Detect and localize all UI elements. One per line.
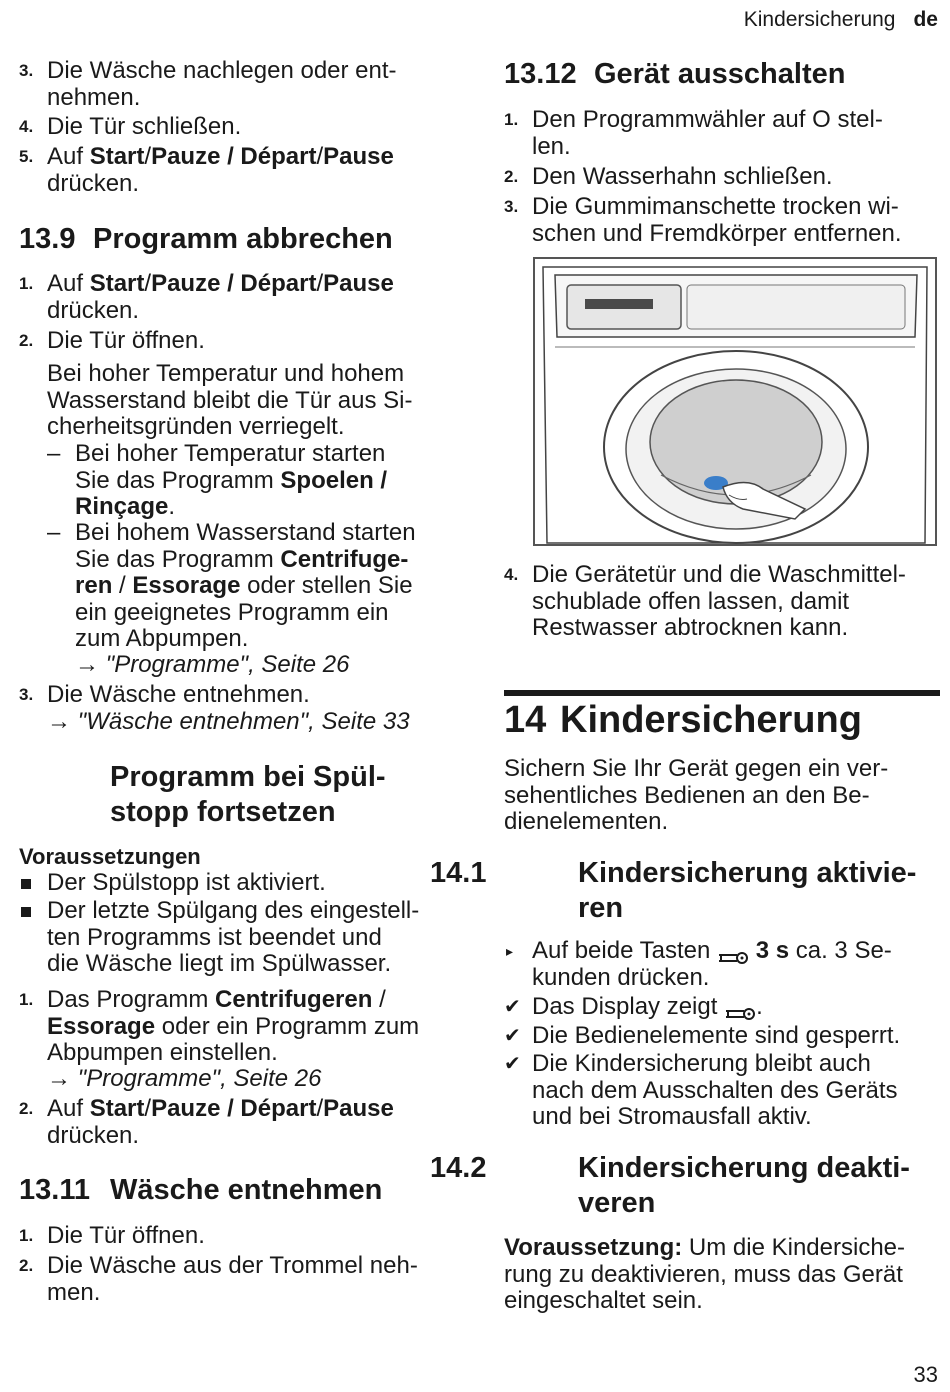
bullet-item: Der Spülstopp ist aktiviert.	[19, 870, 459, 897]
key-lock-icon	[717, 945, 749, 959]
list-item: 1. Auf Start/Pauze / Départ/Pause drücken.	[19, 270, 394, 324]
list-item: 5. Auf Start/Pauze / Départ/Pause drücken.	[19, 143, 394, 197]
section-heading-14-1: 14.1 Kindersicherung aktivie- ren	[430, 857, 917, 924]
list-item: 3. Die Wäsche entnehmen.	[19, 681, 310, 708]
prerequisites-label: Voraussetzungen	[19, 844, 201, 869]
check-icon: ✔	[504, 1053, 521, 1075]
list-item: 2. Auf Start/Pauze / Départ/Pause drücken.	[19, 1095, 394, 1149]
result-item: ✔ Die Bedienelemente sind gesperrt.	[504, 1022, 901, 1049]
header-section: Kindersicherung	[743, 8, 896, 31]
section-heading-13-11: 13.11 Wäsche entnehmen	[19, 1174, 383, 1206]
item-text: Die Wäsche nachlegen oder ent- nehmen.	[47, 57, 397, 111]
cross-reference[interactable]: → "Programme", Seite 26	[75, 651, 350, 678]
chapter-rule	[504, 690, 940, 696]
instruction-step: ▸ Auf beide Tasten 3 s ca. 3 Se- kunden drücken.	[506, 937, 892, 991]
list-item: 1. Die Tür öffnen.	[19, 1222, 205, 1249]
cross-reference[interactable]: → "Wäsche entnehmen", Seite 33	[47, 708, 410, 735]
list-item: 4. Die Gerätetür und die Waschmittel- schublade offen lassen, damit Restwasser abtrocknen kann.	[504, 561, 906, 641]
dash-item: – Bei hoher Temperatur starten Sie das Programm Spoelen / Rinçage.	[47, 440, 388, 520]
prerequisite-paragraph: Voraussetzung: Um die Kindersiche- rung zu deaktivieren, muss das Gerät eingeschaltet sein.	[504, 1234, 905, 1314]
chapter-intro: Sichern Sie Ihr Gerät gegen ein ver- sehentliches Bedienen an den Be- dienelementen.	[504, 755, 889, 835]
check-icon: ✔	[504, 1025, 521, 1047]
list-item: 3. Die Gummimanschette trocken wi- schen und Fremdkörper entfernen.	[504, 193, 902, 247]
check-icon: ✔	[504, 996, 521, 1018]
section-heading-14-2: 14.2 Kindersicherung deakti- veren	[430, 1152, 910, 1219]
list-item: 1. Den Programmwähler auf O stel- len.	[504, 106, 883, 160]
section-heading-13-10: Programm bei Spül- stopp fortsetzen	[110, 761, 386, 828]
item-text: Die Tür schließen.	[47, 113, 242, 140]
page-number: 33	[913, 1362, 938, 1387]
section-heading-13-9: 13.9 Programm abbrechen	[19, 223, 393, 255]
program-off-symbol: O	[812, 106, 831, 133]
bullet-item: Der letzte Spülgang des eingestell- ten Programms ist beendet und die Wäsche liegt im Spülwasser.	[19, 898, 459, 978]
list-item: 2. Den Wasserhahn schließen.	[504, 163, 833, 190]
list-item: 4. Die Tür schließen.	[19, 113, 242, 140]
running-header	[744, 7, 938, 34]
header-language: de	[913, 8, 938, 31]
list-item: 3. Die Wäsche nachlegen oder ent- nehmen.	[19, 57, 397, 111]
result-item: ✔ Die Kindersicherung bleibt auch nach dem Ausschalten des Geräts und bei Stromausfall aktiv.	[504, 1050, 898, 1130]
list-item: 1. Das Programm Centrifugeren / Essorage oder ein Programm zum Abpumpen einstellen.	[19, 986, 420, 1066]
key-lock-icon	[724, 1001, 756, 1015]
section-heading-13-12: 13.12 Gerät ausschalten	[504, 58, 846, 90]
dash-item: – Bei hohem Wasserstand starten Sie das Programm Centrifuge- ren / Essorage oder stellen Sie ein geeignetes Programm ein zum Abpumpen.	[47, 519, 416, 652]
note-text: Bei hoher Temperatur und hohem Wasserstand bleibt die Tür aus Si- cherheitsgründen verriegelt.	[47, 360, 413, 440]
cross-reference[interactable]: → "Programme", Seite 26	[47, 1065, 322, 1092]
result-item: ✔ Das Display zeigt .	[504, 993, 763, 1020]
list-item: 2. Die Wäsche aus der Trommel neh- men.	[19, 1252, 418, 1306]
list-item: 2. Die Tür öffnen.	[19, 327, 205, 354]
chapter-heading-14: 14 Kindersicherung	[504, 699, 862, 741]
washing-machine-illustration	[533, 257, 937, 546]
